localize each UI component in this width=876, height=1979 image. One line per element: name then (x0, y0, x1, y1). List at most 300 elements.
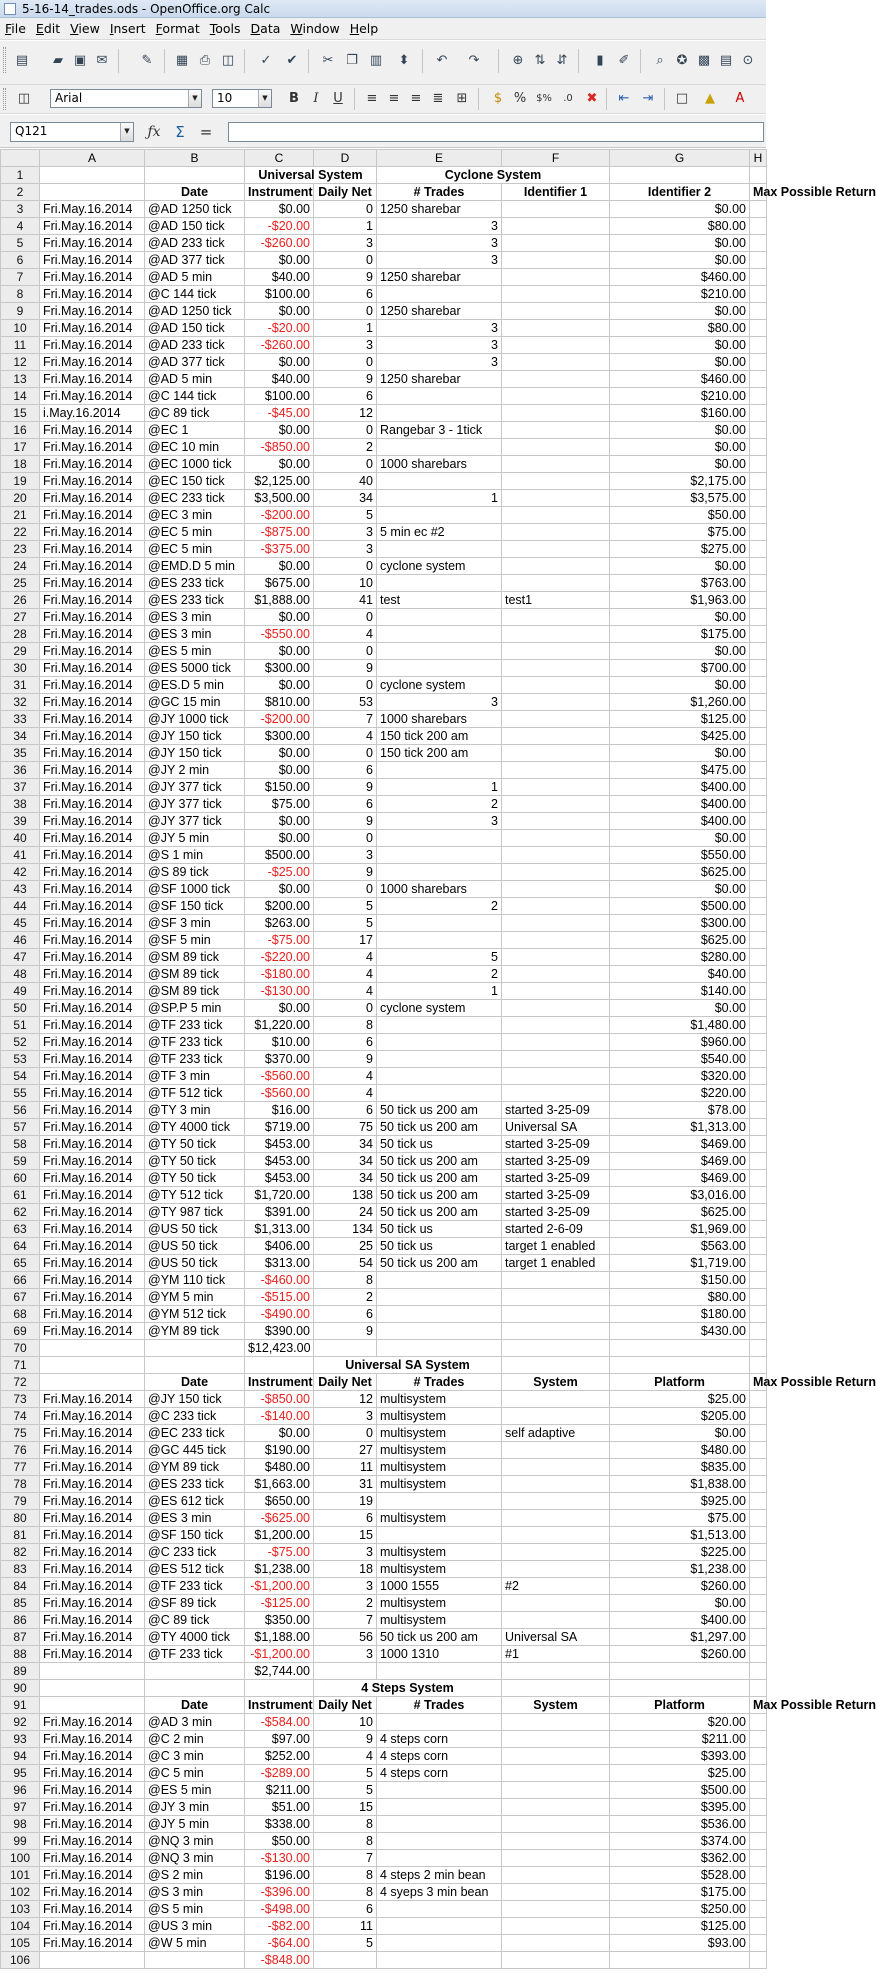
cell-a49[interactable]: Fri.May.16.2014 (40, 983, 145, 1000)
cell-g57[interactable]: $1,313.00 (610, 1119, 750, 1136)
cell-h87[interactable] (750, 1629, 767, 1646)
cell-g86[interactable]: $400.00 (610, 1612, 750, 1629)
cell-g64[interactable]: $563.00 (610, 1238, 750, 1255)
cell-g7[interactable]: $460.00 (610, 269, 750, 286)
cell-a50[interactable]: Fri.May.16.2014 (40, 1000, 145, 1017)
cell-g31[interactable]: $0.00 (610, 677, 750, 694)
cell-b40[interactable]: @JY 5 min (145, 830, 245, 847)
hyperlink-icon[interactable]: ⊕ (512, 53, 524, 68)
cell-f60[interactable]: started 3-25-09 (502, 1170, 610, 1187)
cell-h84[interactable] (750, 1578, 767, 1595)
row-header[interactable]: 1 (1, 167, 40, 184)
cell-e83[interactable]: multisystem (377, 1561, 502, 1578)
cell-c69[interactable]: $390.00 (245, 1323, 314, 1340)
cell-g97[interactable]: $395.00 (610, 1799, 750, 1816)
cell-e62[interactable]: 50 tick us 200 am (377, 1204, 502, 1221)
cell-g45[interactable]: $300.00 (610, 915, 750, 932)
cell-e89[interactable] (377, 1663, 502, 1680)
cell-c67[interactable]: -$515.00 (245, 1289, 314, 1306)
cell-a99[interactable]: Fri.May.16.2014 (40, 1833, 145, 1850)
cell-b43[interactable]: @SF 1000 tick (145, 881, 245, 898)
cell-e50[interactable]: cyclone system (377, 1000, 502, 1017)
cell-b28[interactable]: @ES 3 min (145, 626, 245, 643)
cell-e17[interactable] (377, 439, 502, 456)
cell-f69[interactable] (502, 1323, 610, 1340)
cell-e9[interactable]: 1250 sharebar (377, 303, 502, 320)
cell-a57[interactable]: Fri.May.16.2014 (40, 1119, 145, 1136)
row-header[interactable]: 77 (1, 1459, 40, 1476)
cell-f37[interactable] (502, 779, 610, 796)
cell-f86[interactable] (502, 1612, 610, 1629)
cell-c46[interactable]: -$75.00 (245, 932, 314, 949)
cell-f58[interactable]: started 3-25-09 (502, 1136, 610, 1153)
cell-c31[interactable]: $0.00 (245, 677, 314, 694)
cell-b80[interactable]: @ES 3 min (145, 1510, 245, 1527)
cell-d102[interactable]: 8 (314, 1884, 377, 1901)
cell-g105[interactable]: $93.00 (610, 1935, 750, 1952)
cell-b37[interactable]: @JY 377 tick (145, 779, 245, 796)
show-draw-functions-icon[interactable]: ✐ (618, 53, 630, 68)
cell-h13[interactable] (750, 371, 767, 388)
cell-d11[interactable]: 3 (314, 337, 377, 354)
cell-d29[interactable]: 0 (314, 643, 377, 660)
menu-file[interactable]: File (5, 21, 26, 36)
cell-g98[interactable]: $536.00 (610, 1816, 750, 1833)
cell-c32[interactable]: $810.00 (245, 694, 314, 711)
cell-a20[interactable]: Fri.May.16.2014 (40, 490, 145, 507)
cell-e34[interactable]: 150 tick 200 am (377, 728, 502, 745)
cell-h32[interactable] (750, 694, 767, 711)
cell-e79[interactable] (377, 1493, 502, 1510)
cell-a18[interactable]: Fri.May.16.2014 (40, 456, 145, 473)
cell-c8[interactable]: $100.00 (245, 286, 314, 303)
cell-f16[interactable] (502, 422, 610, 439)
row-header[interactable]: 103 (1, 1901, 40, 1918)
cell-b96[interactable]: @ES 5 min (145, 1782, 245, 1799)
cell-c6[interactable]: $0.00 (245, 252, 314, 269)
percent-format-icon[interactable]: % (513, 91, 527, 106)
cell-b94[interactable]: @C 3 min (145, 1748, 245, 1765)
cell-e70[interactable] (377, 1340, 502, 1357)
cell-h100[interactable] (750, 1850, 767, 1867)
row-header[interactable]: 106 (1, 1952, 40, 1969)
save-icon[interactable]: ▣ (73, 53, 87, 68)
cell-g79[interactable]: $925.00 (610, 1493, 750, 1510)
decrease-indent-icon[interactable]: ⇤ (618, 91, 630, 106)
cell-f8[interactable] (502, 286, 610, 303)
row-header[interactable]: 33 (1, 711, 40, 728)
cell-h86[interactable] (750, 1612, 767, 1629)
cell-b39[interactable]: @JY 377 tick (145, 813, 245, 830)
cell-h46[interactable] (750, 932, 767, 949)
cell-c62[interactable]: $391.00 (245, 1204, 314, 1221)
cell-a81[interactable]: Fri.May.16.2014 (40, 1527, 145, 1544)
cell-c87[interactable]: $1,188.00 (245, 1629, 314, 1646)
background-color-icon[interactable]: ▲ (705, 91, 715, 106)
cell-f76[interactable] (502, 1442, 610, 1459)
cell-a33[interactable]: Fri.May.16.2014 (40, 711, 145, 728)
row-header[interactable]: 76 (1, 1442, 40, 1459)
cell-a106[interactable] (40, 1952, 145, 1969)
cell-a84[interactable]: Fri.May.16.2014 (40, 1578, 145, 1595)
cell-g23[interactable]: $275.00 (610, 541, 750, 558)
chevron-down-icon[interactable]: ▼ (188, 90, 201, 107)
cell-c65[interactable]: $313.00 (245, 1255, 314, 1272)
merge-cells-icon[interactable]: ⊞ (456, 91, 468, 106)
row-header[interactable]: 75 (1, 1425, 40, 1442)
cell-e103[interactable] (377, 1901, 502, 1918)
cell-f6[interactable] (502, 252, 610, 269)
justify-icon[interactable]: ≣ (432, 91, 444, 106)
cell-b8[interactable]: @C 144 tick (145, 286, 245, 303)
cell-e1[interactable]: Cyclone System (377, 167, 610, 184)
cell-d51[interactable]: 8 (314, 1017, 377, 1034)
cell-h39[interactable] (750, 813, 767, 830)
cell-c84[interactable]: -$1,200.00 (245, 1578, 314, 1595)
cell-f46[interactable] (502, 932, 610, 949)
cell-h59[interactable] (750, 1153, 767, 1170)
cell-b4[interactable]: @AD 150 tick (145, 218, 245, 235)
row-header[interactable]: 19 (1, 473, 40, 490)
row-header[interactable]: 16 (1, 422, 40, 439)
cell-e15[interactable] (377, 405, 502, 422)
cell-e3[interactable]: 1250 sharebar (377, 201, 502, 218)
cell-g51[interactable]: $1,480.00 (610, 1017, 750, 1034)
cell-g28[interactable]: $175.00 (610, 626, 750, 643)
row-header[interactable]: 14 (1, 388, 40, 405)
cell-c105[interactable]: -$64.00 (245, 1935, 314, 1952)
row-header[interactable]: 35 (1, 745, 40, 762)
cell-f94[interactable] (502, 1748, 610, 1765)
cell-c39[interactable]: $0.00 (245, 813, 314, 830)
row-header[interactable]: 71 (1, 1357, 40, 1374)
cell-f40[interactable] (502, 830, 610, 847)
cell-c12[interactable]: $0.00 (245, 354, 314, 371)
cell-a101[interactable]: Fri.May.16.2014 (40, 1867, 145, 1884)
cell-f79[interactable] (502, 1493, 610, 1510)
cell-c88[interactable]: -$1,200.00 (245, 1646, 314, 1663)
cell-c14[interactable]: $100.00 (245, 388, 314, 405)
cell-h89[interactable] (750, 1663, 767, 1680)
cell-b81[interactable]: @SF 150 tick (145, 1527, 245, 1544)
cell-h34[interactable] (750, 728, 767, 745)
cell-a2[interactable] (40, 184, 145, 201)
row-header[interactable]: 59 (1, 1153, 40, 1170)
cell-e60[interactable]: 50 tick us 200 am (377, 1170, 502, 1187)
cell-c71[interactable] (245, 1357, 314, 1374)
export-pdf-icon[interactable]: ▦ (175, 53, 189, 68)
cell-e53[interactable] (377, 1051, 502, 1068)
row-header[interactable]: 9 (1, 303, 40, 320)
cell-g100[interactable]: $362.00 (610, 1850, 750, 1867)
align-left-icon[interactable]: ≡ (366, 91, 378, 106)
cell-e16[interactable]: Rangebar 3 - 1tick (377, 422, 502, 439)
cell-f64[interactable]: target 1 enabled (502, 1238, 610, 1255)
cell-h88[interactable] (750, 1646, 767, 1663)
cell-e74[interactable]: multisystem (377, 1408, 502, 1425)
cell-a89[interactable] (40, 1663, 145, 1680)
cell-f77[interactable] (502, 1459, 610, 1476)
cell-d55[interactable]: 4 (314, 1085, 377, 1102)
cell-a15[interactable]: i.May.16.2014 (40, 405, 145, 422)
cell-h5[interactable] (750, 235, 767, 252)
row-header[interactable]: 99 (1, 1833, 40, 1850)
row-header[interactable]: 56 (1, 1102, 40, 1119)
cell-f39[interactable] (502, 813, 610, 830)
row-header[interactable]: 89 (1, 1663, 40, 1680)
cell-g12[interactable]: $0.00 (610, 354, 750, 371)
cell-e106[interactable] (377, 1952, 502, 1969)
row-header[interactable]: 55 (1, 1085, 40, 1102)
cell-e63[interactable]: 50 tick us (377, 1221, 502, 1238)
row-header[interactable]: 57 (1, 1119, 40, 1136)
cell-b27[interactable]: @ES 3 min (145, 609, 245, 626)
cell-e58[interactable]: 50 tick us (377, 1136, 502, 1153)
cell-g35[interactable]: $0.00 (610, 745, 750, 762)
cell-d83[interactable]: 18 (314, 1561, 377, 1578)
cell-g103[interactable]: $250.00 (610, 1901, 750, 1918)
cell-d103[interactable]: 6 (314, 1901, 377, 1918)
cell-d56[interactable]: 6 (314, 1102, 377, 1119)
cell-g63[interactable]: $1,969.00 (610, 1221, 750, 1238)
column-header-a[interactable]: A (40, 150, 145, 167)
cell-a70[interactable] (40, 1340, 145, 1357)
menu-data[interactable]: Data (250, 21, 281, 36)
cell-b15[interactable]: @C 89 tick (145, 405, 245, 422)
row-header[interactable]: 25 (1, 575, 40, 592)
sum-icon[interactable]: Σ (175, 123, 185, 141)
cell-c20[interactable]: $3,500.00 (245, 490, 314, 507)
cell-b102[interactable]: @S 3 min (145, 1884, 245, 1901)
cell-a35[interactable]: Fri.May.16.2014 (40, 745, 145, 762)
cell-e49[interactable]: 1 (377, 983, 502, 1000)
cell-d15[interactable]: 12 (314, 405, 377, 422)
cell-h40[interactable] (750, 830, 767, 847)
cell-d82[interactable]: 3 (314, 1544, 377, 1561)
cell-a4[interactable]: Fri.May.16.2014 (40, 218, 145, 235)
cell-g49[interactable]: $140.00 (610, 983, 750, 1000)
cell-g59[interactable]: $469.00 (610, 1153, 750, 1170)
cell-h102[interactable] (750, 1884, 767, 1901)
cell-g39[interactable]: $400.00 (610, 813, 750, 830)
cell-c3[interactable]: $0.00 (245, 201, 314, 218)
new-document-icon[interactable]: ▤ (15, 53, 29, 68)
cell-c66[interactable]: -$460.00 (245, 1272, 314, 1289)
cell-d87[interactable]: 56 (314, 1629, 377, 1646)
cell-e102[interactable]: 4 syeps 3 min bean (377, 1884, 502, 1901)
cell-b6[interactable]: @AD 377 tick (145, 252, 245, 269)
cell-a44[interactable]: Fri.May.16.2014 (40, 898, 145, 915)
data-sources-icon[interactable]: ▤ (719, 53, 733, 68)
cell-b55[interactable]: @TF 512 tick (145, 1085, 245, 1102)
row-header[interactable]: 83 (1, 1561, 40, 1578)
cell-g48[interactable]: $40.00 (610, 966, 750, 983)
cell-e100[interactable] (377, 1850, 502, 1867)
cell-c80[interactable]: -$625.00 (245, 1510, 314, 1527)
cell-a1[interactable] (40, 167, 145, 184)
cell-d36[interactable]: 6 (314, 762, 377, 779)
cell-a97[interactable]: Fri.May.16.2014 (40, 1799, 145, 1816)
cell-g81[interactable]: $1,513.00 (610, 1527, 750, 1544)
cell-f54[interactable] (502, 1068, 610, 1085)
cell-a82[interactable]: Fri.May.16.2014 (40, 1544, 145, 1561)
cell-a98[interactable]: Fri.May.16.2014 (40, 1816, 145, 1833)
font-color-icon[interactable]: A (735, 91, 745, 106)
cell-a21[interactable]: Fri.May.16.2014 (40, 507, 145, 524)
cell-e41[interactable] (377, 847, 502, 864)
cell-b99[interactable]: @NQ 3 min (145, 1833, 245, 1850)
cell-d65[interactable]: 54 (314, 1255, 377, 1272)
cell-c45[interactable]: $263.00 (245, 915, 314, 932)
cell-h98[interactable] (750, 1816, 767, 1833)
cell-c48[interactable]: -$180.00 (245, 966, 314, 983)
cell-h50[interactable] (750, 1000, 767, 1017)
cell-g32[interactable]: $1,260.00 (610, 694, 750, 711)
cell-h16[interactable] (750, 422, 767, 439)
row-header[interactable]: 26 (1, 592, 40, 609)
cell-c93[interactable]: $97.00 (245, 1731, 314, 1748)
cell-d89[interactable] (314, 1663, 377, 1680)
row-header[interactable]: 91 (1, 1697, 40, 1714)
row-header[interactable]: 60 (1, 1170, 40, 1187)
cell-a95[interactable]: Fri.May.16.2014 (40, 1765, 145, 1782)
cell-b45[interactable]: @SF 3 min (145, 915, 245, 932)
chevron-down-icon[interactable]: ▼ (120, 123, 133, 141)
cell-d27[interactable]: 0 (314, 609, 377, 626)
cell-g83[interactable]: $1,238.00 (610, 1561, 750, 1578)
cell-b13[interactable]: @AD 5 min (145, 371, 245, 388)
cell-h29[interactable] (750, 643, 767, 660)
cell-b83[interactable]: @ES 512 tick (145, 1561, 245, 1578)
cell-h101[interactable] (750, 1867, 767, 1884)
cell-g50[interactable]: $0.00 (610, 1000, 750, 1017)
cell-f73[interactable] (502, 1391, 610, 1408)
cell-f55[interactable] (502, 1085, 610, 1102)
cell-c78[interactable]: $1,663.00 (245, 1476, 314, 1493)
cell-d30[interactable]: 9 (314, 660, 377, 677)
cell-d106[interactable] (314, 1952, 377, 1969)
delete-decimal-icon[interactable]: ✖ (586, 91, 598, 106)
edit-file-icon[interactable]: ✎ (141, 53, 153, 68)
cell-e64[interactable]: 50 tick us (377, 1238, 502, 1255)
cell-g27[interactable]: $0.00 (610, 609, 750, 626)
cell-e20[interactable]: 1 (377, 490, 502, 507)
sort-ascending-icon[interactable]: ⇅ (534, 53, 546, 68)
cell-b105[interactable]: @W 5 min (145, 1935, 245, 1952)
cell-g16[interactable]: $0.00 (610, 422, 750, 439)
row-header[interactable]: 18 (1, 456, 40, 473)
cell-c4[interactable]: -$20.00 (245, 218, 314, 235)
cell-d26[interactable]: 41 (314, 592, 377, 609)
cell-d84[interactable]: 3 (314, 1578, 377, 1595)
cell-c22[interactable]: -$875.00 (245, 524, 314, 541)
row-header[interactable]: 96 (1, 1782, 40, 1799)
cell-d23[interactable]: 3 (314, 541, 377, 558)
cell-b29[interactable]: @ES 5 min (145, 643, 245, 660)
cell-a29[interactable]: Fri.May.16.2014 (40, 643, 145, 660)
cell-h54[interactable] (750, 1068, 767, 1085)
cell-g6[interactable]: $0.00 (610, 252, 750, 269)
menu-format[interactable]: Format (155, 21, 200, 36)
cell-a52[interactable]: Fri.May.16.2014 (40, 1034, 145, 1051)
cell-f17[interactable] (502, 439, 610, 456)
cell-d33[interactable]: 7 (314, 711, 377, 728)
cell-e94[interactable]: 4 steps corn (377, 1748, 502, 1765)
cell-d37[interactable]: 9 (314, 779, 377, 796)
cell-d62[interactable]: 24 (314, 1204, 377, 1221)
cell-f36[interactable] (502, 762, 610, 779)
cell-b47[interactable]: @SM 89 tick (145, 949, 245, 966)
cell-b34[interactable]: @JY 150 tick (145, 728, 245, 745)
cell-b20[interactable]: @EC 233 tick (145, 490, 245, 507)
cell-a72[interactable] (40, 1374, 145, 1391)
cell-g29[interactable]: $0.00 (610, 643, 750, 660)
cell-d52[interactable]: 6 (314, 1034, 377, 1051)
row-header[interactable]: 46 (1, 932, 40, 949)
cell-g14[interactable]: $210.00 (610, 388, 750, 405)
cell-c96[interactable]: $211.00 (245, 1782, 314, 1799)
cell-f85[interactable] (502, 1595, 610, 1612)
row-header[interactable]: 21 (1, 507, 40, 524)
cell-e37[interactable]: 1 (377, 779, 502, 796)
cell-b30[interactable]: @ES 5000 tick (145, 660, 245, 677)
cell-d58[interactable]: 34 (314, 1136, 377, 1153)
cell-c85[interactable]: -$125.00 (245, 1595, 314, 1612)
cell-e85[interactable]: multisystem (377, 1595, 502, 1612)
cell-b35[interactable]: @JY 150 tick (145, 745, 245, 762)
cell-a16[interactable]: Fri.May.16.2014 (40, 422, 145, 439)
cell-e80[interactable]: multisystem (377, 1510, 502, 1527)
row-header[interactable]: 100 (1, 1850, 40, 1867)
cell-e92[interactable] (377, 1714, 502, 1731)
cell-c82[interactable]: -$75.00 (245, 1544, 314, 1561)
cell-e73[interactable]: multisystem (377, 1391, 502, 1408)
cell-f56[interactable]: started 3-25-09 (502, 1102, 610, 1119)
cell-b22[interactable]: @EC 5 min (145, 524, 245, 541)
row-header[interactable]: 8 (1, 286, 40, 303)
cell-b70[interactable] (145, 1340, 245, 1357)
cell-h27[interactable] (750, 609, 767, 626)
cell-d45[interactable]: 5 (314, 915, 377, 932)
cell-c98[interactable]: $338.00 (245, 1816, 314, 1833)
cell-h58[interactable] (750, 1136, 767, 1153)
cell-f42[interactable] (502, 864, 610, 881)
cell-f18[interactable] (502, 456, 610, 473)
currency-format-icon[interactable]: $ (493, 91, 503, 106)
cell-g99[interactable]: $374.00 (610, 1833, 750, 1850)
cell-b51[interactable]: @TF 233 tick (145, 1017, 245, 1034)
cell-a31[interactable]: Fri.May.16.2014 (40, 677, 145, 694)
row-header[interactable]: 2 (1, 184, 40, 201)
cell-b23[interactable]: @EC 5 min (145, 541, 245, 558)
row-header[interactable]: 10 (1, 320, 40, 337)
cell-g43[interactable]: $0.00 (610, 881, 750, 898)
cell-f43[interactable] (502, 881, 610, 898)
cell-g25[interactable]: $763.00 (610, 575, 750, 592)
row-header[interactable]: 72 (1, 1374, 40, 1391)
cell-d77[interactable]: 11 (314, 1459, 377, 1476)
cell-h52[interactable] (750, 1034, 767, 1051)
cell-d71[interactable]: Universal SA System (314, 1357, 502, 1374)
cell-a60[interactable]: Fri.May.16.2014 (40, 1170, 145, 1187)
row-header[interactable]: 17 (1, 439, 40, 456)
cell-d88[interactable]: 3 (314, 1646, 377, 1663)
cell-b68[interactable]: @YM 512 tick (145, 1306, 245, 1323)
menu-insert[interactable]: Insert (109, 21, 146, 36)
cell-c90[interactable] (245, 1680, 314, 1697)
cell-d4[interactable]: 1 (314, 218, 377, 235)
cell-g67[interactable]: $80.00 (610, 1289, 750, 1306)
